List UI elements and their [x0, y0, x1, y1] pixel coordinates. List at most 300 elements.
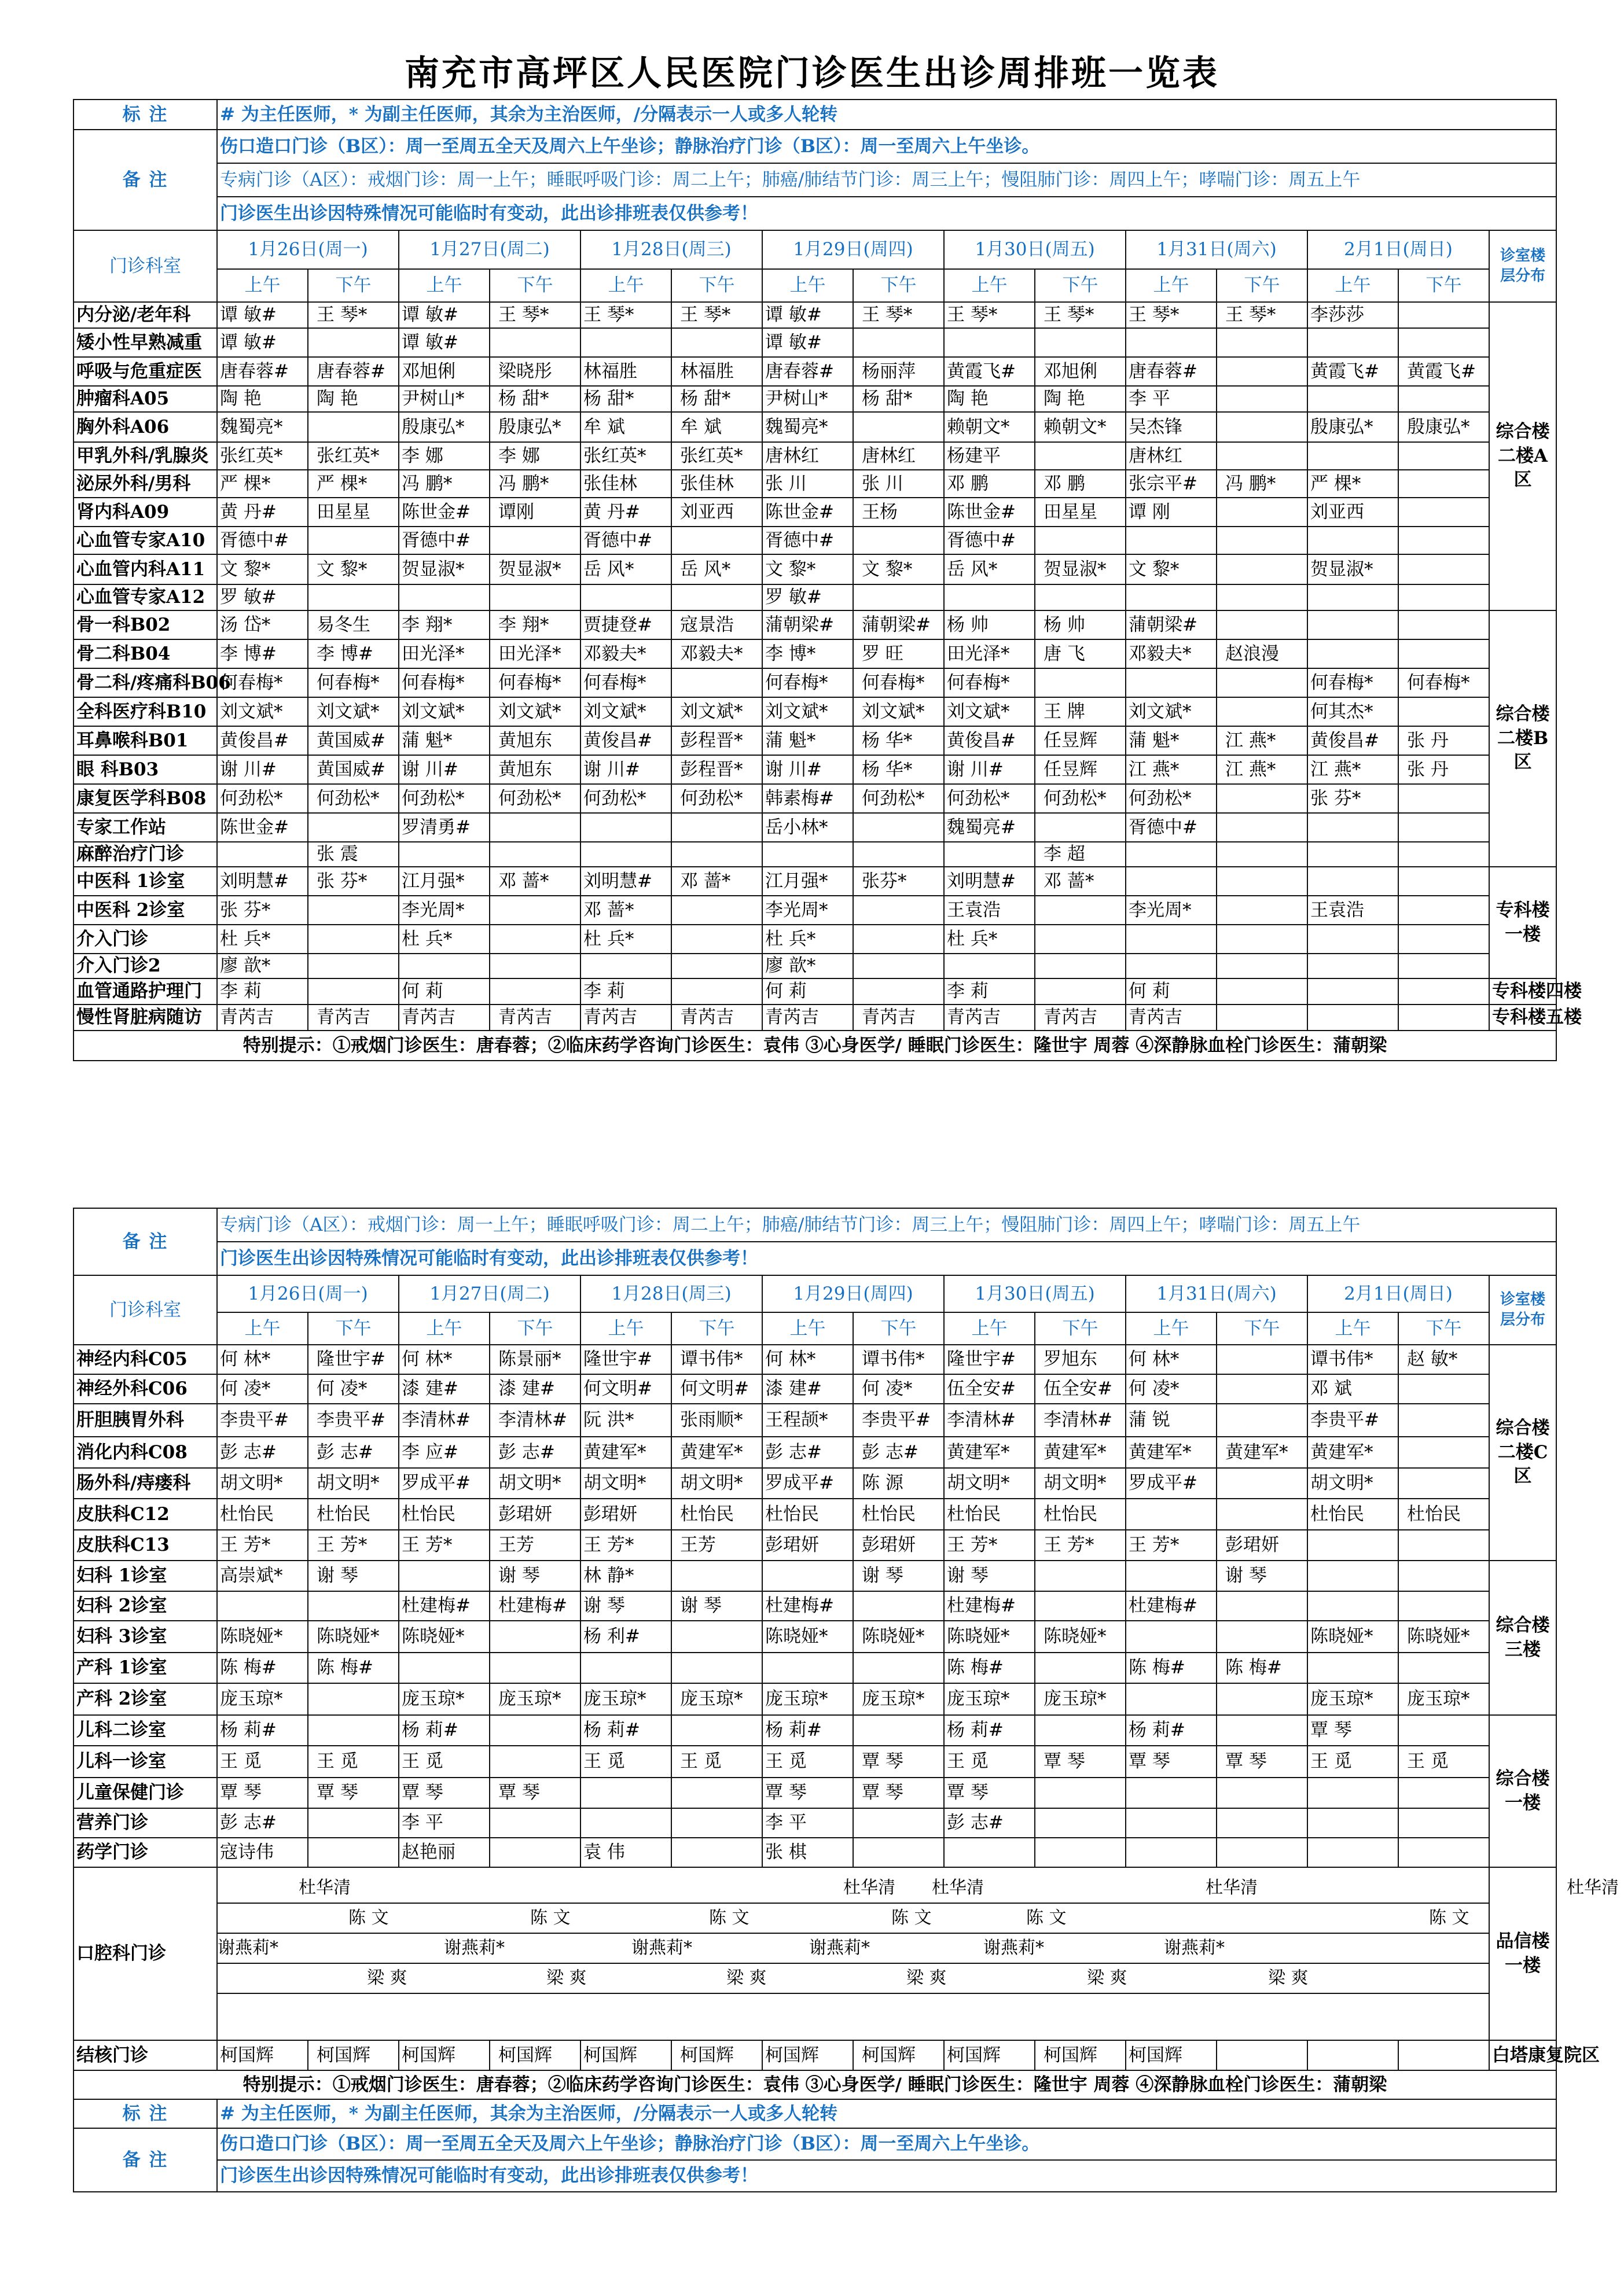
schedule-cell: 杜 兵*	[762, 925, 853, 954]
schedule-cell: 李 娜	[490, 442, 580, 470]
schedule-cell	[671, 842, 762, 867]
schedule-cell	[853, 412, 944, 442]
schedule-cell: 张 丹	[1398, 755, 1489, 784]
schedule-cell: 陶 艳	[1035, 386, 1126, 412]
schedule-cell	[1217, 1808, 1307, 1838]
oral-doctor: 陈 文	[1026, 1908, 1067, 1928]
schedule-cell: 陈 梅#	[308, 1653, 399, 1683]
table-row	[74, 1715, 1556, 1746]
schedule-cell: 林福胜	[671, 357, 762, 386]
schedule-cell	[490, 954, 580, 978]
schedule-cell	[944, 1838, 1035, 1867]
schedule-cell: 陈 源	[853, 1468, 944, 1499]
schedule-cell: 李 应#	[399, 1437, 490, 1468]
dept-name: 产科 2诊室	[74, 1683, 217, 1715]
schedule-cell: 王芳	[490, 1530, 580, 1561]
schedule-cell: 胡文明*	[1035, 1468, 1126, 1499]
schedule-cell	[1217, 1621, 1307, 1653]
schedule-cell: 杜怡民	[762, 1499, 853, 1530]
schedule-cell: 李光周*	[762, 896, 853, 925]
schedule-cell	[1307, 978, 1398, 1004]
schedule-cell	[1217, 554, 1307, 584]
schedule-cell	[853, 896, 944, 925]
schedule-cell: 杨建平	[944, 442, 1035, 470]
floor-location	[1489, 610, 1556, 867]
schedule-cell: 王 芳*	[580, 1530, 671, 1561]
schedule-cell: 江 燕*	[1307, 755, 1398, 784]
schedule-cell	[671, 1715, 762, 1746]
schedule-cell	[1307, 1561, 1398, 1591]
oral-line	[218, 1933, 1489, 1964]
schedule-cell	[1217, 954, 1307, 978]
schedule-cell: 庞玉琼*	[944, 1683, 1035, 1715]
schedule-cell: 张佳林	[671, 470, 762, 498]
wound-clinic-note: 伤口造口门诊（B区）：周一至周五全天及周六上午坐诊；静脉治疗门诊（B区）：周一至周六上午坐诊。	[217, 130, 1556, 163]
oral-doctor: 杜华清	[1206, 1878, 1258, 1898]
schedule-cell: 殷康弘*	[1398, 412, 1489, 442]
schedule-cell: 王 琴*	[580, 302, 671, 328]
schedule-cell	[853, 978, 944, 1004]
schedule-cell: 贺显淑*	[399, 554, 490, 584]
schedule-cell: 覃 琴	[399, 1778, 490, 1808]
schedule-cell: 何春梅*	[944, 668, 1035, 697]
schedule-cell: 唐林红	[853, 442, 944, 470]
schedule-cell: 王程颉*	[762, 1404, 853, 1437]
schedule-cell	[1217, 412, 1307, 442]
schedule-cell	[853, 1838, 944, 1867]
schedule-cell: 李光周*	[1126, 896, 1217, 925]
schedule-cell	[308, 584, 399, 610]
schedule-cell: 严 棵*	[1307, 470, 1398, 498]
floor-line: 综合楼	[1496, 1768, 1550, 1789]
schedule-cell	[1217, 498, 1307, 527]
schedule-cell: 魏蜀亮*	[762, 412, 853, 442]
table-row	[74, 813, 1556, 842]
table-row	[74, 697, 1556, 726]
schedule-cell: 黄霞飞#	[1398, 357, 1489, 386]
schedule-cell: 青芮吉	[853, 1004, 944, 1031]
schedule-cell: 何春梅*	[308, 668, 399, 697]
schedule-cell: 冯 鹏*	[399, 470, 490, 498]
schedule-cell	[580, 842, 671, 867]
schedule-cell: 覃 琴	[1126, 1746, 1217, 1778]
schedule-cell: 何 林*	[762, 1345, 853, 1374]
schedule-cell: 张 芬*	[217, 896, 308, 925]
schedule-cell: 陈晓娅*	[217, 1621, 308, 1653]
change-note: 门诊医生出诊因特殊情况可能临时有变动，此出诊排班表仅供参考！	[217, 1242, 1556, 1275]
oral-doctor: 谢燕莉*	[444, 1938, 505, 1958]
floor-line: 综合楼二楼B区	[1496, 703, 1550, 773]
schedule-cell: 何 莉	[1126, 978, 1217, 1004]
schedule-cell: 何 林*	[1126, 1345, 1217, 1374]
schedule-cell	[1217, 867, 1307, 896]
day-header: 1月29日(周四)	[762, 1275, 944, 1312]
schedule-cell: 胡文明*	[1307, 1468, 1398, 1499]
floor-header	[1489, 1275, 1556, 1345]
schedule-cell: 谢 川#	[762, 755, 853, 784]
oral-doctor: 杜华清	[299, 1878, 351, 1898]
schedule-cell: 杨 莉#	[580, 1715, 671, 1746]
schedule-cell	[1217, 328, 1307, 357]
schedule-cell: 田光泽*	[399, 639, 490, 668]
schedule-cell: 王 芳*	[944, 1530, 1035, 1561]
schedule-cell	[1398, 1374, 1489, 1404]
schedule-cell	[1035, 584, 1126, 610]
floor-line: 综合楼二楼A区	[1496, 421, 1550, 491]
schedule-cell: 彭 志#	[944, 1808, 1035, 1838]
schedule-cell: 谭刚	[490, 498, 580, 527]
schedule-cell: 邓毅夫*	[671, 639, 762, 668]
table-row	[74, 1499, 1556, 1530]
schedule-cell	[1217, 978, 1307, 1004]
schedule-cell	[1398, 1778, 1489, 1808]
schedule-cell: 陶 艳	[308, 386, 399, 412]
schedule-cell: 张雨顺*	[671, 1404, 762, 1437]
schedule-cell: 陈 梅#	[1126, 1653, 1217, 1683]
schedule-cell	[1307, 1591, 1398, 1621]
schedule-cell	[1307, 1778, 1398, 1808]
schedule-cell	[1126, 668, 1217, 697]
schedule-cell: 江月强*	[762, 867, 853, 896]
table-row	[74, 842, 1556, 867]
table-row	[74, 784, 1556, 813]
schedule-cell: 杜怡民	[308, 1499, 399, 1530]
schedule-cell: 黄国威#	[308, 726, 399, 755]
schedule-cell: 蒲 魁*	[762, 726, 853, 755]
schedule-cell	[1398, 925, 1489, 954]
schedule-cell: 陈 梅#	[1217, 1653, 1307, 1683]
day-header: 1月26日(周一)	[217, 1275, 399, 1312]
schedule-cell: 何春梅*	[490, 668, 580, 697]
schedule-cell: 黄俊昌#	[944, 726, 1035, 755]
schedule-cell	[1126, 527, 1217, 554]
schedule-cell: 何劲松*	[944, 784, 1035, 813]
table-row	[74, 755, 1556, 784]
schedule-cell	[1217, 1404, 1307, 1437]
floor-header	[1489, 230, 1556, 302]
legend-text: # 为主任医师，* 为副主任医师，其余为主治医师，/分隔表示一人或多人轮转	[217, 2099, 1556, 2128]
schedule-cell: 彭珺妍	[762, 1530, 853, 1561]
schedule-cell	[1398, 1437, 1489, 1468]
schedule-cell: 殷康弘*	[1307, 412, 1398, 442]
schedule-cell: 覃 琴	[762, 1778, 853, 1808]
day-header: 1月31日(周六)	[1126, 230, 1307, 269]
schedule-cell: 谭 敏#	[217, 328, 308, 357]
dept-name: 皮肤科C13	[74, 1530, 217, 1561]
dept-name: 甲乳外科/乳腺炎	[74, 442, 217, 470]
dept-name: 肝胆胰胃外科	[74, 1404, 217, 1437]
schedule-cell: 覃 琴	[853, 1746, 944, 1778]
schedule-cell: 柯国辉	[580, 2040, 671, 2070]
schedule-cell	[308, 925, 399, 954]
schedule-cell: 谢 琴	[944, 1561, 1035, 1591]
schedule-cell: 李 莉	[944, 978, 1035, 1004]
schedule-cell: 梁晓彤	[490, 357, 580, 386]
schedule-cell	[308, 1715, 399, 1746]
schedule-cell: 何春梅*	[1307, 668, 1398, 697]
dept-name: 神经外科C06	[74, 1374, 217, 1404]
schedule-cell	[490, 584, 580, 610]
table-row	[74, 1621, 1556, 1653]
schedule-cell: 赵艳丽	[399, 1838, 490, 1867]
schedule-cell	[1398, 470, 1489, 498]
schedule-cell	[1307, 1653, 1398, 1683]
floor-location: 专科楼五楼	[1489, 1004, 1556, 1031]
schedule-cell: 韩素梅#	[762, 784, 853, 813]
schedule-cell: 贾捷登#	[580, 610, 671, 639]
schedule-cell: 唐 飞	[1035, 639, 1126, 668]
schedule-cell	[1398, 584, 1489, 610]
schedule-cell: 杜怡民	[1398, 1499, 1489, 1530]
dept-name: 肿瘤科A05	[74, 386, 217, 412]
schedule-cell: 蒲 锐	[1126, 1404, 1217, 1437]
schedule-cell: 李 莉	[217, 978, 308, 1004]
schedule-cell: 杨 莉#	[1126, 1715, 1217, 1746]
schedule-cell: 李贵平#	[217, 1404, 308, 1437]
am-header: 上午	[399, 269, 490, 302]
day-header: 1月30日(周五)	[944, 1275, 1126, 1312]
schedule-cell: 李 翔*	[490, 610, 580, 639]
schedule-cell	[1398, 1561, 1489, 1591]
schedule-cell: 杜怡民	[399, 1499, 490, 1530]
floor-header-line: 诊室楼	[1500, 246, 1546, 264]
pm-header: 下午	[671, 269, 762, 302]
floor-location: 专科楼四楼	[1489, 978, 1556, 1004]
schedule-cell	[1307, 386, 1398, 412]
schedule-cell: 李光周*	[399, 896, 490, 925]
schedule-cell	[671, 1838, 762, 1867]
schedule-cell	[1126, 328, 1217, 357]
schedule-cell: 柯国辉	[1035, 2040, 1126, 2070]
schedule-cell: 何 凌*	[853, 1374, 944, 1404]
schedule-cell	[1217, 1715, 1307, 1746]
schedule-cell: 蒲朝梁#	[762, 610, 853, 639]
am-header: 上午	[1307, 269, 1398, 302]
schedule-cell: 李清林#	[944, 1404, 1035, 1437]
schedule-cell: 李清林#	[399, 1404, 490, 1437]
schedule-cell	[308, 1808, 399, 1838]
schedule-cell: 吴杰锋	[1126, 412, 1217, 442]
table-row	[74, 442, 1556, 470]
schedule-cell	[1307, 442, 1398, 470]
schedule-cell	[1307, 2040, 1398, 2070]
schedule-cell	[671, 584, 762, 610]
schedule-cell: 杜建梅#	[944, 1591, 1035, 1621]
schedule-cell	[944, 842, 1035, 867]
schedule-cell: 张芬*	[853, 867, 944, 896]
schedule-cell: 岳 风*	[944, 554, 1035, 584]
dept-name: 肾内科A09	[74, 498, 217, 527]
schedule-cell	[1217, 1838, 1307, 1867]
schedule-cell	[671, 1561, 762, 1591]
schedule-cell	[1398, 1715, 1489, 1746]
dept-name: 神经内科C05	[74, 1345, 217, 1374]
schedule-cell: 张宗平#	[1126, 470, 1217, 498]
schedule-cell: 王 芳*	[399, 1530, 490, 1561]
schedule-cell: 王 琴*	[1126, 302, 1217, 328]
schedule-cell	[1398, 527, 1489, 554]
schedule-cell: 杜 兵*	[580, 925, 671, 954]
schedule-cell: 李 娜	[399, 442, 490, 470]
schedule-cell: 田光泽*	[944, 639, 1035, 668]
schedule-cell	[1035, 1653, 1126, 1683]
schedule-cell: 王 觅	[944, 1746, 1035, 1778]
schedule-cell: 黄 丹#	[217, 498, 308, 527]
schedule-cell: 隆世宇#	[580, 1345, 671, 1374]
schedule-cell: 张 芬*	[308, 867, 399, 896]
schedule-cell: 王 觅	[762, 1746, 853, 1778]
schedule-cell	[1398, 639, 1489, 668]
oral-doctor: 杜华清	[843, 1878, 895, 1898]
schedule-cell: 黄俊昌#	[217, 726, 308, 755]
schedule-cell: 刘亚西	[671, 498, 762, 527]
schedule-cell: 覃 琴	[853, 1778, 944, 1808]
floor-location	[1489, 1867, 1556, 2040]
dept-name: 心血管专家A10	[74, 527, 217, 554]
schedule-cell: 李 平	[762, 1808, 853, 1838]
schedule-cell: 漆 建#	[490, 1374, 580, 1404]
dept-name: 眼 科B03	[74, 755, 217, 784]
schedule-cell: 谭 敏#	[217, 302, 308, 328]
schedule-cell	[1217, 584, 1307, 610]
schedule-cell	[1217, 784, 1307, 813]
schedule-cell: 刘文斌*	[308, 697, 399, 726]
schedule-cell: 邓 鹏	[1035, 470, 1126, 498]
schedule-cell	[308, 328, 399, 357]
schedule-cell: 陈晓娅*	[1035, 1621, 1126, 1653]
oral-doctor: 梁 爽	[906, 1968, 947, 1988]
schedule-cell: 青芮吉	[1126, 1004, 1217, 1031]
table-row	[74, 1345, 1556, 1374]
schedule-cell: 李 平	[1126, 386, 1217, 412]
schedule-cell: 唐春蓉#	[308, 357, 399, 386]
schedule-cell	[1307, 1808, 1398, 1838]
schedule-cell: 江月强*	[399, 867, 490, 896]
dept-name: 血管通路护理门	[74, 978, 217, 1004]
schedule-cell: 彭珺妍	[580, 1499, 671, 1530]
schedule-cell: 文 黎*	[217, 554, 308, 584]
schedule-cell	[853, 584, 944, 610]
dept-name: 妇科 2诊室	[74, 1591, 217, 1621]
dept-name: 消化内科C08	[74, 1437, 217, 1468]
schedule-cell	[490, 1653, 580, 1683]
schedule-cell: 李 平	[399, 1808, 490, 1838]
oral-doctor: 陈 文	[709, 1908, 749, 1928]
am-header: 上午	[762, 1312, 853, 1345]
schedule-cell: 刘明慧#	[580, 867, 671, 896]
oral-doctor: 陈 文	[530, 1908, 571, 1928]
am-header: 上午	[1126, 1312, 1217, 1345]
schedule-cell: 覃 琴	[944, 1778, 1035, 1808]
schedule-cell	[671, 1653, 762, 1683]
schedule-cell	[1126, 1683, 1217, 1715]
pm-header: 下午	[490, 1312, 580, 1345]
floor-location: 白塔康复院区	[1489, 2040, 1556, 2070]
schedule-cell	[671, 978, 762, 1004]
day-header: 1月26日(周一)	[217, 230, 399, 269]
schedule-cell	[490, 978, 580, 1004]
schedule-cell: 黄 丹#	[580, 498, 671, 527]
schedule-cell: 谭 敏#	[399, 302, 490, 328]
schedule-cell: 唐春蓉#	[1126, 357, 1217, 386]
schedule-cell: 蒲 魁*	[399, 726, 490, 755]
schedule-cell: 陈世金#	[762, 498, 853, 527]
schedule-cell: 岳 风*	[671, 554, 762, 584]
schedule-cell: 杜 兵*	[944, 925, 1035, 954]
dept-name: 皮肤科C12	[74, 1499, 217, 1530]
pm-header: 下午	[308, 1312, 399, 1345]
schedule-cell: 青芮吉	[217, 1004, 308, 1031]
schedule-cell: 胡文明*	[308, 1468, 399, 1499]
schedule-cell	[1035, 813, 1126, 842]
schedule-cell: 刘亚西	[1307, 498, 1398, 527]
schedule-cell	[1217, 1345, 1307, 1374]
schedule-cell	[1398, 896, 1489, 925]
oral-doctor: 梁 爽	[1087, 1968, 1127, 1988]
remark-label: 备 注	[74, 2128, 217, 2192]
schedule-cell: 何劲松*	[853, 784, 944, 813]
schedule-cell	[1035, 1561, 1126, 1591]
schedule-cell: 黄俊昌#	[580, 726, 671, 755]
table-row	[74, 1437, 1556, 1468]
schedule-cell	[399, 1653, 490, 1683]
table-row	[74, 527, 1556, 554]
schedule-cell: 廖 歆*	[762, 954, 853, 978]
schedule-cell: 谢 琴	[853, 1561, 944, 1591]
day-header-row	[74, 1275, 1556, 1312]
schedule-cell: 岳 风*	[580, 554, 671, 584]
table-row	[74, 357, 1556, 386]
schedule-cell: 庞玉琼*	[1398, 1683, 1489, 1715]
schedule-cell: 刘明慧#	[944, 867, 1035, 896]
schedule-cell	[1398, 1808, 1489, 1838]
schedule-cell	[1217, 386, 1307, 412]
schedule-cell: 刘文斌*	[762, 697, 853, 726]
schedule-cell: 何其杰*	[1307, 697, 1398, 726]
schedule-cell: 青芮吉	[762, 1004, 853, 1031]
schedule-cell	[308, 813, 399, 842]
dept-name: 骨一科B02	[74, 610, 217, 639]
schedule-cell	[1398, 1653, 1489, 1683]
schedule-cell: 杜怡民	[1307, 1499, 1398, 1530]
schedule-cell: 李 莉	[580, 978, 671, 1004]
schedule-cell	[1126, 1808, 1217, 1838]
schedule-cell: 杨 莉#	[762, 1715, 853, 1746]
schedule-cell: 冯 鹏*	[490, 470, 580, 498]
schedule-cell: 青芮吉	[671, 1004, 762, 1031]
legend-label: 标 注	[74, 2099, 217, 2128]
schedule-cell: 王 觅	[399, 1746, 490, 1778]
schedule-cell: 赖朝文*	[1035, 412, 1126, 442]
schedule-cell: 何 莉	[762, 978, 853, 1004]
schedule-cell: 陶 艳	[944, 386, 1035, 412]
schedule-cell	[1035, 954, 1126, 978]
schedule-cell: 柯国辉	[944, 2040, 1035, 2070]
schedule-cell: 黄建军*	[1035, 1437, 1126, 1468]
schedule-cell: 杜 兵*	[399, 925, 490, 954]
day-header: 2月1日(周日)	[1307, 1275, 1489, 1312]
schedule-cell	[671, 813, 762, 842]
schedule-cell	[1217, 527, 1307, 554]
am-header: 上午	[217, 1312, 308, 1345]
table-row	[74, 896, 1556, 925]
am-header: 上午	[580, 1312, 671, 1345]
schedule-cell: 彭 志#	[308, 1437, 399, 1468]
schedule-cell: 庞玉琼*	[217, 1683, 308, 1715]
schedule-cell: 刘文斌*	[217, 697, 308, 726]
schedule-cell: 黄建军*	[1217, 1437, 1307, 1468]
schedule-cell: 刘文斌*	[580, 697, 671, 726]
